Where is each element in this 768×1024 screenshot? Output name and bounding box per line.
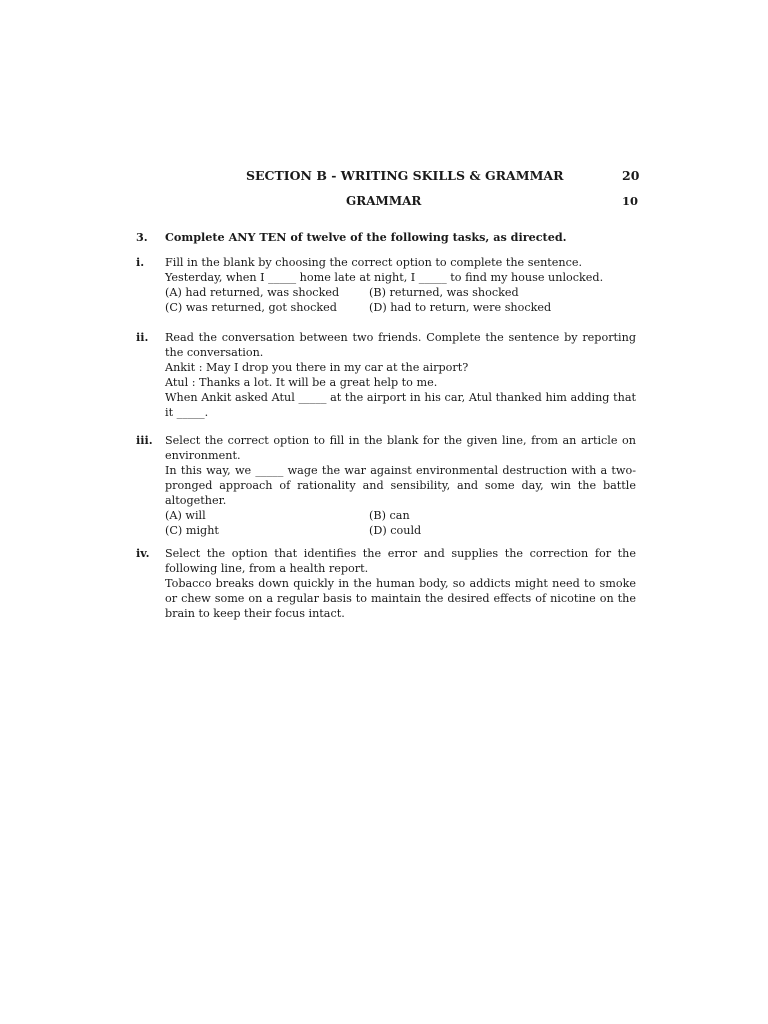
question-3 [136,230,636,245]
task-i [136,255,636,315]
task-sentence: Tobacco breaks down quickly in the human body, so addicts might need to smoke or chew some on a regular basis to maintain the desired effects of nicotine on the brain to keep their focus intact. [165,577,636,620]
task-sentence: In this way, we _____ wage the war against environmental destruction with a two-pronged approach of rationality and sensibility, and some day, win the battle altogether. [165,464,636,507]
option-d: (D) had to return, were shocked [369,301,552,314]
option-d: (D) could [369,524,422,537]
question-instruction: Complete ANY TEN of twelve of the following tasks, as directed. [165,230,567,244]
dialogue-line-ankit: Ankit : May I drop you there in my car at the airport? [165,361,469,374]
subsection-marks: 10 [622,194,639,208]
task-ii [136,330,636,420]
question-number: 3. [136,230,148,244]
task-number: iv. [136,546,150,560]
dialogue-line-atul: Atul : Thanks a lot. It will be a great help to me. [165,376,438,389]
task-prompt: Select the option that identifies the error and supplies the correction for the following line, from a health report. [165,547,636,575]
options-grid [165,508,636,538]
option-b: (B) returned, was shocked [369,286,519,299]
option-a: (A) will [165,509,206,522]
option-b: (B) can [369,509,410,522]
question-content [136,230,636,634]
task-number: i. [136,255,145,269]
task-number: ii. [136,330,149,344]
reported-sentence: When Ankit asked Atul _____ at the airport in his car, Atul thanked him adding that it _____. [165,391,636,419]
section-marks: 20 [622,168,640,183]
options-grid [165,285,636,315]
task-prompt: Fill in the blank by choosing the correct option to complete the sentence. [165,256,583,269]
section-title: SECTION B - WRITING SKILLS & GRAMMAR [246,168,564,183]
task-number: iii. [136,433,153,447]
task-iii [136,433,636,538]
subsection-title: GRAMMAR [346,194,422,208]
task-prompt: Read the conversation between two friends. Complete the sentence by reporting the conversation. [165,331,636,359]
option-a: (A) had returned, was shocked [165,286,340,299]
task-sentence: Yesterday, when I _____ home late at night, I _____ to find my house unlocked. [165,271,604,284]
task-iv [136,546,636,621]
option-c: (C) was returned, got shocked [165,301,337,314]
task-prompt: Select the correct option to fill in the blank for the given line, from an article on environment. [165,434,636,462]
option-c: (C) might [165,524,219,537]
